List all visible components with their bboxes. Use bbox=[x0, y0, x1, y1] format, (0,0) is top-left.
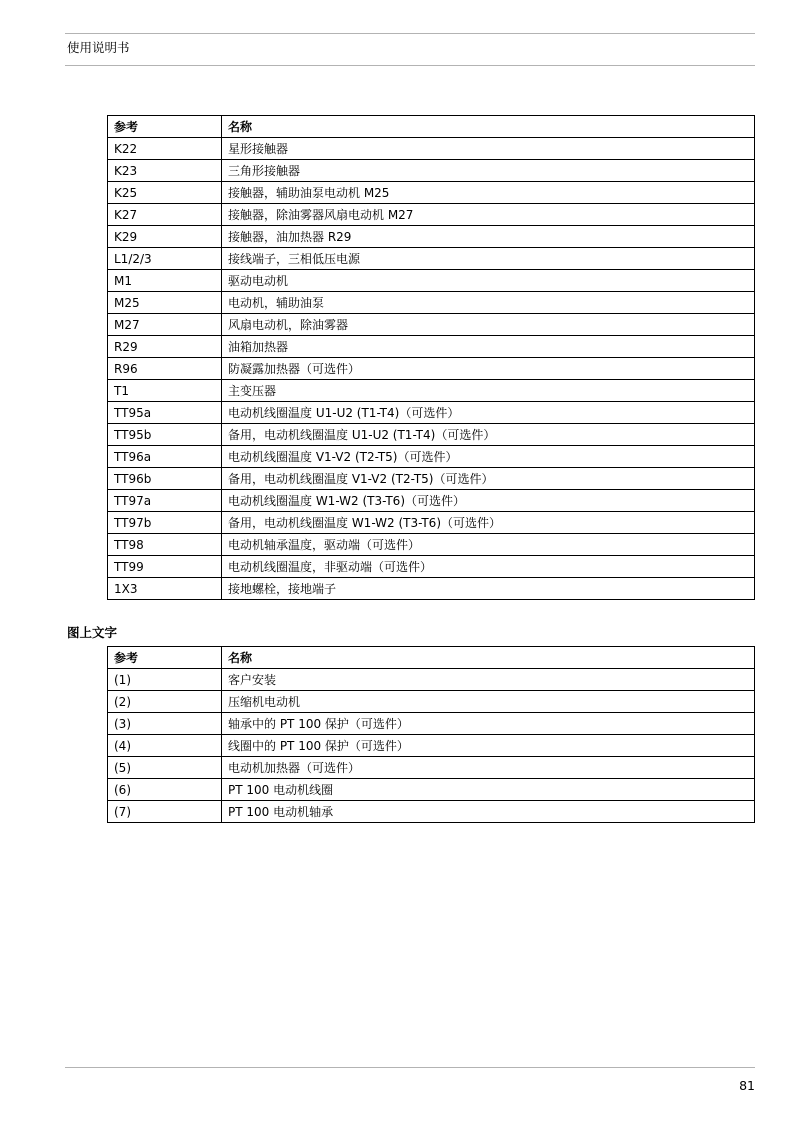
cell-name: PT 100 电动机线圈 bbox=[222, 779, 755, 801]
table-row bbox=[108, 182, 755, 204]
cell-name: 压缩机电动机 bbox=[222, 691, 755, 713]
column-header-name: 名称 bbox=[222, 647, 755, 669]
cell-name: 客户安装 bbox=[222, 669, 755, 691]
cell-name: 接地螺栓，接地端子 bbox=[222, 578, 755, 600]
table-header-row bbox=[108, 647, 755, 669]
table-row bbox=[108, 691, 755, 713]
section-heading-figure-text: 图上文字 bbox=[67, 625, 118, 640]
cell-reference: (2) bbox=[108, 691, 222, 713]
table-row bbox=[108, 578, 755, 600]
cell-name: 电动机加热器（可选件） bbox=[222, 757, 755, 779]
cell-name: 电动机线圈温度 V1-V2 (T2-T5)（可选件） bbox=[222, 446, 755, 468]
table-row bbox=[108, 336, 755, 358]
table-row bbox=[108, 490, 755, 512]
cell-reference: M1 bbox=[108, 270, 222, 292]
table-row bbox=[108, 358, 755, 380]
table-row bbox=[108, 138, 755, 160]
table-row bbox=[108, 380, 755, 402]
cell-reference: R29 bbox=[108, 336, 222, 358]
cell-name: 星形接触器 bbox=[222, 138, 755, 160]
cell-name: 接触器，油加热器 R29 bbox=[222, 226, 755, 248]
cell-name: 备用，电动机线圈温度 W1-W2 (T3-T6)（可选件） bbox=[222, 512, 755, 534]
table-row bbox=[108, 556, 755, 578]
cell-reference: R96 bbox=[108, 358, 222, 380]
table-row bbox=[108, 424, 755, 446]
table-row bbox=[108, 534, 755, 556]
cell-name: 接线端子，三相低压电源 bbox=[222, 248, 755, 270]
cell-name: 油箱加热器 bbox=[222, 336, 755, 358]
table-header-row bbox=[108, 116, 755, 138]
reference-table-components bbox=[107, 115, 755, 600]
cell-reference: (7) bbox=[108, 801, 222, 823]
cell-reference: (5) bbox=[108, 757, 222, 779]
cell-name: 驱动电动机 bbox=[222, 270, 755, 292]
cell-name: 轴承中的 PT 100 保护（可选件） bbox=[222, 713, 755, 735]
column-header-name: 名称 bbox=[222, 116, 755, 138]
table-row bbox=[108, 512, 755, 534]
cell-reference: K29 bbox=[108, 226, 222, 248]
table-row bbox=[108, 160, 755, 182]
table-row bbox=[108, 757, 755, 779]
cell-name: 接触器，辅助油泵电动机 M25 bbox=[222, 182, 755, 204]
table-row bbox=[108, 314, 755, 336]
table-row bbox=[108, 204, 755, 226]
cell-name: 主变压器 bbox=[222, 380, 755, 402]
cell-reference: K25 bbox=[108, 182, 222, 204]
table-row bbox=[108, 446, 755, 468]
cell-name: 电动机线圈温度 W1-W2 (T3-T6)（可选件） bbox=[222, 490, 755, 512]
cell-reference: TT96b bbox=[108, 468, 222, 490]
cell-reference: 1X3 bbox=[108, 578, 222, 600]
page-number: 81 bbox=[739, 1078, 755, 1093]
footer-rule bbox=[65, 1067, 755, 1068]
table-row bbox=[108, 669, 755, 691]
document-title: 使用说明书 bbox=[67, 40, 130, 55]
cell-reference: TT96a bbox=[108, 446, 222, 468]
cell-name: 线圈中的 PT 100 保护（可选件） bbox=[222, 735, 755, 757]
cell-reference: (4) bbox=[108, 735, 222, 757]
table-row bbox=[108, 402, 755, 424]
table-row bbox=[108, 292, 755, 314]
cell-name: 备用，电动机线圈温度 V1-V2 (T2-T5)（可选件） bbox=[222, 468, 755, 490]
cell-reference: TT97a bbox=[108, 490, 222, 512]
table-row bbox=[108, 226, 755, 248]
cell-name: 电动机线圈温度，非驱动端（可选件） bbox=[222, 556, 755, 578]
table-row bbox=[108, 468, 755, 490]
cell-name: 备用，电动机线圈温度 U1-U2 (T1-T4)（可选件） bbox=[222, 424, 755, 446]
cell-reference: (1) bbox=[108, 669, 222, 691]
cell-reference: (3) bbox=[108, 713, 222, 735]
cell-reference: M25 bbox=[108, 292, 222, 314]
cell-reference: M27 bbox=[108, 314, 222, 336]
cell-reference: K23 bbox=[108, 160, 222, 182]
table-body bbox=[108, 669, 755, 823]
table-row bbox=[108, 801, 755, 823]
cell-name: 三角形接触器 bbox=[222, 160, 755, 182]
table-row bbox=[108, 713, 755, 735]
cell-reference: T1 bbox=[108, 380, 222, 402]
cell-name: 电动机线圈温度 U1-U2 (T1-T4)（可选件） bbox=[222, 402, 755, 424]
cell-name: 防凝露加热器（可选件） bbox=[222, 358, 755, 380]
header-rule-top bbox=[65, 33, 755, 34]
reference-table-figure-text bbox=[107, 646, 755, 823]
cell-reference: L1/2/3 bbox=[108, 248, 222, 270]
cell-reference: TT97b bbox=[108, 512, 222, 534]
cell-reference: TT98 bbox=[108, 534, 222, 556]
table-row bbox=[108, 735, 755, 757]
column-header-reference: 参考 bbox=[108, 647, 222, 669]
cell-name: 电动机，辅助油泵 bbox=[222, 292, 755, 314]
table-row bbox=[108, 248, 755, 270]
cell-name: 接触器，除油雾器风扇电动机 M27 bbox=[222, 204, 755, 226]
header-rule-bottom bbox=[65, 65, 755, 66]
cell-reference: K27 bbox=[108, 204, 222, 226]
cell-name: PT 100 电动机轴承 bbox=[222, 801, 755, 823]
cell-reference: TT95a bbox=[108, 402, 222, 424]
cell-reference: K22 bbox=[108, 138, 222, 160]
cell-reference: TT95b bbox=[108, 424, 222, 446]
table-row bbox=[108, 270, 755, 292]
table-row bbox=[108, 779, 755, 801]
table-body bbox=[108, 138, 755, 600]
cell-reference: (6) bbox=[108, 779, 222, 801]
cell-name: 风扇电动机，除油雾器 bbox=[222, 314, 755, 336]
cell-reference: TT99 bbox=[108, 556, 222, 578]
cell-name: 电动机轴承温度，驱动端（可选件） bbox=[222, 534, 755, 556]
column-header-reference: 参考 bbox=[108, 116, 222, 138]
